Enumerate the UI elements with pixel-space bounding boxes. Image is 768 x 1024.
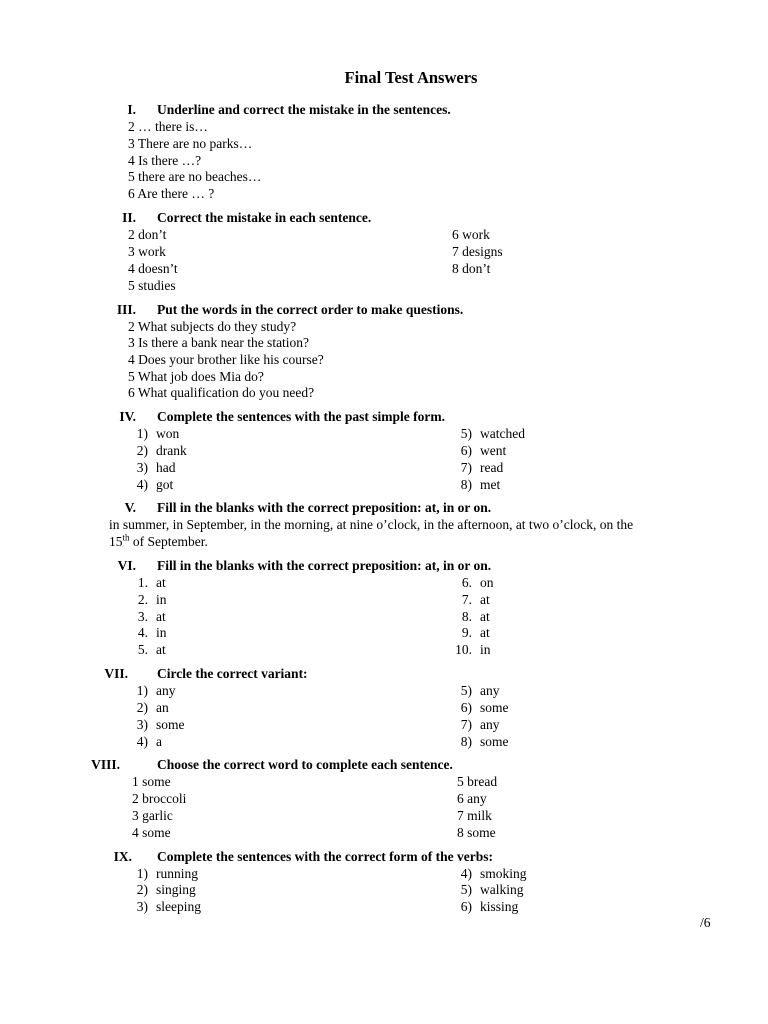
answer-item <box>124 898 201 915</box>
answer-item: 8 some <box>457 825 496 840</box>
section-heading: Fill in the blanks with the correct preposition: at, in or on. <box>157 500 492 515</box>
item-marker: 6) <box>460 443 472 458</box>
answer-item <box>448 898 518 915</box>
item-marker: 9. <box>461 625 472 640</box>
item-marker: 4) <box>136 477 148 492</box>
item-text: won <box>156 426 180 441</box>
answer-item <box>448 641 491 658</box>
answer-item <box>448 591 490 608</box>
answer-item <box>124 608 166 625</box>
month-text: of September. <box>129 534 208 549</box>
item-text: on <box>480 575 494 590</box>
item-text: in <box>156 625 167 640</box>
page-title: Final Test Answers <box>344 68 478 87</box>
item-marker: 5) <box>460 426 472 441</box>
item-marker: 3) <box>136 899 148 914</box>
item-marker: 7) <box>460 717 472 732</box>
answer-item: 6 What qualification do you need? <box>128 385 315 400</box>
item-text: at <box>480 625 490 640</box>
ordinal-suffix: th <box>122 532 130 543</box>
answer-item <box>124 881 196 898</box>
item-text: a <box>156 734 162 749</box>
item-text: in <box>480 642 491 657</box>
answer-item <box>124 865 198 882</box>
answer-item: 1 some <box>132 774 171 789</box>
answer-item: 6 work <box>452 227 490 242</box>
item-text: sleeping <box>156 899 201 914</box>
item-text: singing <box>156 882 196 897</box>
answer-item: 5 bread <box>457 774 498 789</box>
item-text: read <box>480 460 504 475</box>
item-marker: 4) <box>136 734 148 749</box>
item-text: had <box>156 460 176 475</box>
item-text: running <box>156 866 198 881</box>
answer-item: 2 broccoli <box>132 791 187 806</box>
answer-item <box>448 733 509 750</box>
item-text: got <box>156 477 174 492</box>
item-marker: 5) <box>460 683 472 698</box>
item-marker: 1) <box>136 866 148 881</box>
answer-paragraph-cont <box>109 533 208 550</box>
answer-item <box>448 682 500 699</box>
item-marker: 2) <box>136 882 148 897</box>
item-marker: 2) <box>136 443 148 458</box>
item-text: some <box>480 734 509 749</box>
answer-item <box>448 608 490 625</box>
answer-item <box>124 733 162 750</box>
item-text: any <box>156 683 176 698</box>
section-heading: Choose the correct word to complete each sentence. <box>157 757 453 772</box>
section-heading: Circle the correct variant: <box>157 666 308 681</box>
answer-item <box>124 591 167 608</box>
answer-item <box>124 699 169 716</box>
section-number: I. <box>127 102 136 117</box>
item-text: any <box>480 683 500 698</box>
section-heading: Fill in the blanks with the correct preposition: at, in or on. <box>157 558 492 573</box>
item-text: at <box>156 575 166 590</box>
section-heading: Correct the mistake in each sentence. <box>157 210 372 225</box>
answer-item <box>448 442 506 459</box>
item-marker: 6) <box>460 700 472 715</box>
item-marker: 3) <box>136 460 148 475</box>
answer-item <box>124 641 166 658</box>
answer-item: 5 studies <box>128 278 176 293</box>
item-text: kissing <box>480 899 519 914</box>
item-text: walking <box>480 882 524 897</box>
section-number: IX. <box>113 849 132 864</box>
item-marker: 1. <box>137 575 148 590</box>
item-text: an <box>156 700 169 715</box>
item-marker: 2. <box>137 592 148 607</box>
answer-item <box>448 425 525 442</box>
answer-item: 6 Are there … ? <box>128 186 215 201</box>
answer-item: 4 doesn’t <box>128 261 178 276</box>
answer-item: 3 Is there a bank near the station? <box>128 335 310 350</box>
section-number: VIII. <box>91 757 120 772</box>
section-number: VII. <box>104 666 128 681</box>
answer-item: 2 don’t <box>128 227 167 242</box>
item-text: smoking <box>480 866 527 881</box>
item-marker: 5. <box>137 642 148 657</box>
answer-item <box>448 865 527 882</box>
answer-item <box>448 699 509 716</box>
item-marker: 2) <box>136 700 148 715</box>
page-number: /6 <box>700 915 711 930</box>
item-marker: 1) <box>136 426 148 441</box>
section-number: IV. <box>119 409 136 424</box>
section-number: VI. <box>117 558 136 573</box>
answer-item: 2 … there is… <box>128 119 208 134</box>
item-marker: 4. <box>137 625 148 640</box>
item-text: any <box>480 717 500 732</box>
answer-item <box>124 476 173 493</box>
item-text: at <box>480 609 490 624</box>
answer-item <box>448 476 500 493</box>
answer-item <box>124 574 166 591</box>
answer-item <box>124 624 167 641</box>
answer-item: 3 garlic <box>132 808 173 823</box>
answer-item <box>448 881 524 898</box>
section-number: V. <box>124 500 136 515</box>
section-number: III. <box>116 302 136 317</box>
section-number: II. <box>122 210 136 225</box>
item-text: watched <box>480 426 525 441</box>
item-text: some <box>156 717 185 732</box>
answer-item: 8 don’t <box>452 261 491 276</box>
answer-item <box>124 716 185 733</box>
item-text: at <box>480 592 490 607</box>
item-marker: 6. <box>461 575 472 590</box>
answer-item: 7 designs <box>452 244 503 259</box>
answer-item <box>124 459 176 476</box>
answer-item: 5 What job does Mia do? <box>128 369 264 384</box>
answer-item: 2 What subjects do they study? <box>128 319 297 334</box>
section-heading: Complete the sentences with the past simple form. <box>157 409 445 424</box>
item-marker: 6) <box>460 899 472 914</box>
item-text: at <box>156 642 166 657</box>
item-text: went <box>480 443 507 458</box>
item-marker: 8. <box>461 609 472 624</box>
answer-item <box>124 442 187 459</box>
answer-item <box>448 459 503 476</box>
item-marker: 10. <box>455 642 472 657</box>
day-number: 15 <box>109 534 123 549</box>
item-marker: 3) <box>136 717 148 732</box>
answer-item <box>448 574 494 591</box>
item-marker: 4) <box>460 866 472 881</box>
item-text: drank <box>156 443 187 458</box>
answer-item: 7 milk <box>457 808 492 823</box>
item-marker: 7) <box>460 460 472 475</box>
section-heading: Put the words in the correct order to make questions. <box>157 302 464 317</box>
item-marker: 3. <box>137 609 148 624</box>
answer-item <box>124 425 179 442</box>
answer-item <box>448 624 490 641</box>
item-marker: 8) <box>460 734 472 749</box>
answer-item: 3 There are no parks… <box>128 136 253 151</box>
answer-item <box>448 716 500 733</box>
item-marker: 1) <box>136 683 148 698</box>
item-marker: 5) <box>460 882 472 897</box>
item-text: in <box>156 592 167 607</box>
answer-item: 4 some <box>132 825 171 840</box>
answer-item: 3 work <box>128 244 166 259</box>
answer-item: 6 any <box>457 791 487 806</box>
item-marker: 7. <box>461 592 472 607</box>
section-heading: Complete the sentences with the correct form of the verbs: <box>157 849 494 864</box>
section-heading: Underline and correct the mistake in the sentences. <box>157 102 451 117</box>
answer-item: 4 Is there …? <box>128 153 202 168</box>
item-text: some <box>480 700 509 715</box>
item-text: met <box>480 477 501 492</box>
answer-item: 4 Does your brother like his course? <box>128 352 324 367</box>
item-text: at <box>156 609 166 624</box>
answer-paragraph: in summer, in September, in the morning, at nine o’clock, in the afternoon, at two o’clock, on the <box>109 517 634 532</box>
answer-item: 5 there are no beaches… <box>128 169 262 184</box>
item-marker: 8) <box>460 477 472 492</box>
answer-item <box>124 682 176 699</box>
